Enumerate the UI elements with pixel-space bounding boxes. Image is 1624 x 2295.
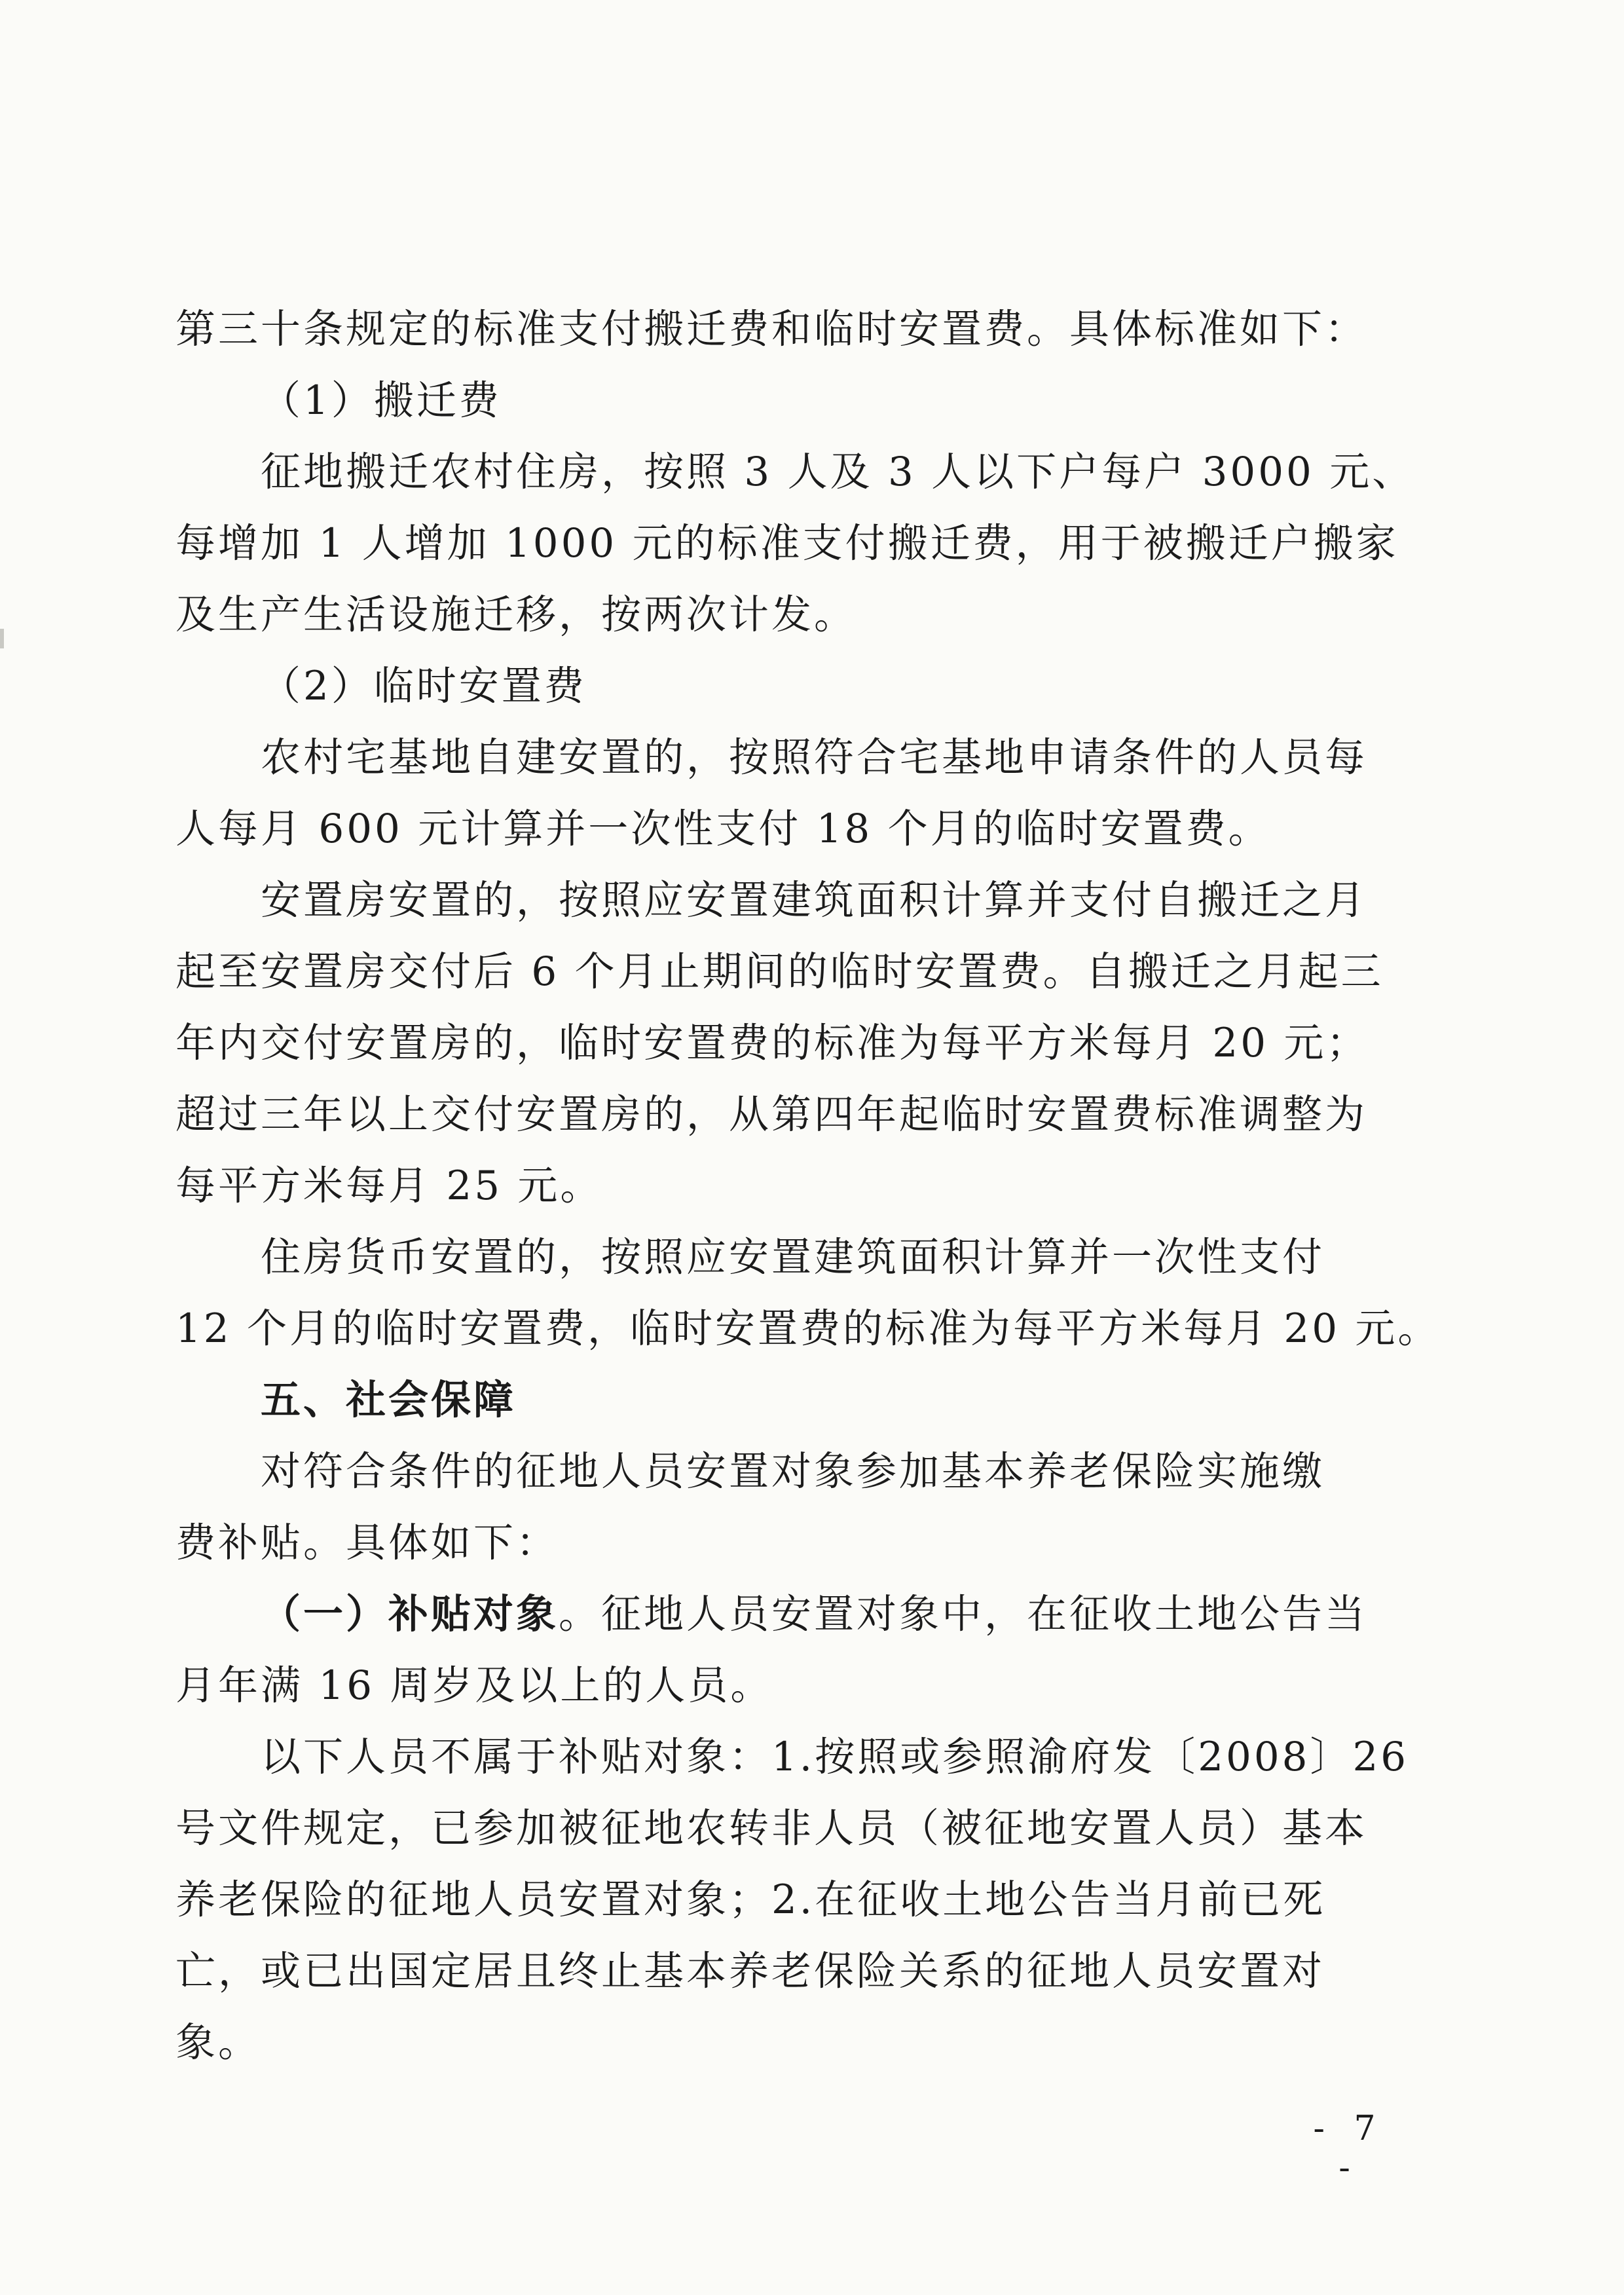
- body-line: 费补贴。具体如下：: [175, 1520, 559, 1566]
- body-line: 每平方米每月 25 元。: [175, 1163, 603, 1209]
- body-line: 号文件规定，已参加被征地农转非人员（被征地安置人员）基本: [175, 1805, 1368, 1852]
- body-line: 月年满 16 周岁及以上的人员。: [175, 1662, 773, 1709]
- section-heading-social-security: 五、社会保障: [261, 1377, 517, 1423]
- body-line: 安置房安置的，按照应安置建筑面积计算并支付自搬迁之月: [261, 877, 1368, 924]
- body-line: 每增加 1 人增加 1000 元的标准支付搬迁费，用于被搬迁户搬家: [175, 520, 1399, 567]
- subsidy-target-term: （一）补贴对象: [261, 1591, 559, 1637]
- body-line: 年内交付安置房的，临时安置费的标准为每平方米每月 20 元；: [175, 1020, 1369, 1066]
- body-line: 超过三年以上交付安置房的，从第四年起临时安置费标准调整为: [175, 1091, 1368, 1138]
- body-line: 住房货币安置的，按照应安置建筑面积计算并一次性支付: [261, 1234, 1325, 1280]
- scan-edge-mark: [0, 629, 4, 648]
- body-line-continuation: 。征地人员安置对象中，在征收土地公告当: [559, 1591, 1368, 1637]
- body-line: 养老保险的征地人员安置对象；2.在征收土地公告当月前已死: [175, 1876, 1326, 1923]
- body-line: 12 个月的临时安置费，临时安置费的标准为每平方米每月 20 元。: [175, 1305, 1441, 1352]
- body-line: 农村宅基地自建安置的，按照符合宅基地申请条件的人员每: [261, 734, 1368, 781]
- body-line: 人每月 600 元计算并一次性支付 18 个月的临时安置费。: [175, 806, 1271, 852]
- body-line: 亡，或已出国定居且终止基本养老保险关系的征地人员安置对: [175, 1948, 1325, 1994]
- body-line: 征地搬迁农村住房，按照 3 人及 3 人以下户每户 3000 元、: [261, 449, 1415, 495]
- document-body: [175, 293, 1441, 2078]
- body-line: 象。: [175, 2019, 261, 2066]
- body-line: 起至安置房交付后 6 个月止期间的临时安置费。自搬迁之月起三: [175, 948, 1384, 995]
- subheading-temporary-fee: （2）临时安置费: [261, 663, 587, 709]
- body-line: [175, 1578, 1393, 1650]
- subheading-relocation-fee: （1）搬迁费: [261, 377, 502, 424]
- body-line: 第三十条规定的标准支付搬迁费和临时安置费。具体标准如下：: [175, 306, 1368, 352]
- body-line: 以下人员不属于补贴对象：1.按照或参照渝府发〔2008〕26: [261, 1734, 1409, 1780]
- body-line: 及生产生活设施迁移，按两次计发。: [175, 591, 857, 638]
- page-number: - 7 -: [1313, 2109, 1385, 2188]
- body-line: 对符合条件的征地人员安置对象参加基本养老保险实施缴: [261, 1448, 1325, 1495]
